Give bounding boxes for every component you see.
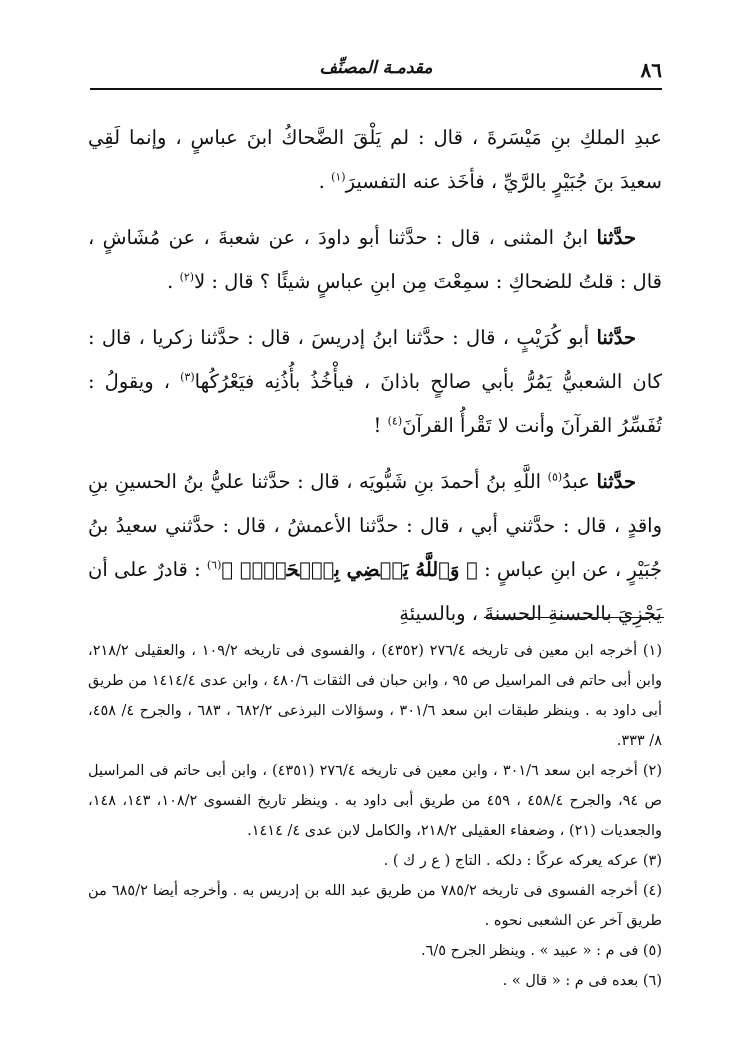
running-title: مقدمـة المصنِّف (319, 58, 433, 78)
quran-quote: ﴿ وَٱللَّهُ يَقۡضِي بِٱلۡحَقِّۖ ﴾ (221, 558, 478, 581)
paragraph-text: عبدِ الملكِ بنِ مَيْسَرةَ ، قال : لم يَلْقَ الضَّحاكُ ابنَ عباسٍ ، وإنما لَقِي سعيدَ بنَ جُبَيْرٍ بالرَّيِّ ، فأخَذ عنه التفسيرَ (88, 126, 662, 193)
paragraph-lead: حدَّثنا (596, 326, 636, 349)
paragraph-text: ابنُ المثنى ، قال : حدَّثنا أبو داودَ ، عن شعبةَ ، عن مُشَاشٍ ، قال : قلتُ للضحاكِ : سمِعْتَ مِن ابنِ عباسٍ شيئًا ؟ قال : لا (88, 226, 662, 293)
footnote-ref[interactable]: (٥) (547, 470, 563, 484)
paragraph-lead: حدَّثنا (596, 226, 636, 249)
paragraph (88, 116, 662, 204)
footnote: (١) أخرجه ابن معين فى تاريخه ٢٧٦/٤ (٤٣٥٢) ، والفسوى فى تاريخه ١٠٩/٢ ، والعقيلى ٢١٨/٢، وابن أبى حاتم فى المراسيل ص ٩٥ ، وابن حبان فى الثقات ٤٨٠/٦ ، وابن عدى ١٤١٤/٤ من طريق أبى داود به . وينظر طبقات ابن سعد ٣٠١/٦ ، وسؤالات البرذعى ٦٨٢/٢ ، ٦٨٣ ، والجرح ٤/ ٤٥٨، ٨/ ٣٣٣. (88, 643, 662, 749)
paragraph-text-continued: اللَّهِ بنُ أحمدَ بنِ شَبُّويَه ، قال : حدَّثنا عليُّ بنُ الحسينِ بنِ واقدٍ ، قال : حدَّثني أبي ، قال : حدَّثنا الأعمشُ ، قال : حدَّثني سعيدُ بنُ جُبَيْرٍ ، عن ابنِ عباسٍ : (88, 470, 663, 581)
footnote-ref[interactable]: (١) (331, 170, 346, 184)
footnote: (٣) عركه يعركه عركًا : دلكه . التاج ( ع ر ك ) . (383, 853, 662, 869)
paragraph-tail: : قادرٌ على أن يَجْزِيَ بالحسنةِ الحسنةَ ، وبالسيئةِ (88, 558, 662, 625)
paragraph-text-continued: ، ويقولُ : تُفَسِّرُ القرآنَ وأنت لا تَقْرأُ القرآنَ (88, 370, 662, 437)
paragraph (88, 216, 662, 304)
footnote: (٤) أخرجه الفسوى فى تاريخه ٧٨٥/٢ من طريق عبد الله بن إدريس به . وأخرجه أيضا ٦٨٥/٢ من طريق آخر عن الشعبى نحوه . (88, 883, 662, 929)
paragraph-text: أبو كُرَيْبٍ ، قال : حدَّثنا ابنُ إدريسَ ، قال : حدَّثنا زكريا ، قال : كان الشعبيُّ يَمُرُّ بأبي صالحٍ باذانَ ، فيأْخُذُ بأُذُنِه فيَعْرُكُها (88, 326, 662, 393)
footnote-ref[interactable]: (٦) (206, 558, 222, 572)
footnote: (٦) بعده فى م : « قال » . (502, 973, 662, 989)
main-text (88, 116, 662, 648)
paragraph-text: عبدُ (562, 470, 597, 493)
paragraph-tail: . (167, 270, 180, 293)
paragraph (88, 460, 662, 636)
paragraph-tail: . (318, 170, 332, 193)
footnote-divider (484, 617, 664, 618)
paragraph-lead: حدَّثنا (596, 470, 636, 493)
footnote-ref[interactable]: (٤) (387, 414, 403, 428)
page-header (90, 58, 662, 90)
page-number: ٨٦ (640, 58, 662, 82)
footnotes (88, 636, 662, 996)
footnote: (٥) فى م : « عبيد » . وينظر الجرح ٦/٥. (420, 943, 662, 959)
footnote-ref[interactable]: (٢) (179, 270, 195, 284)
footnote: (٢) أخرجه ابن سعد ٣٠١/٦ ، وابن معين فى تاريخه ٢٧٦/٤ (٤٣٥١) ، وابن أبى حاتم فى المراسيل ص ٩٤، والجرح ٤٥٨/٤ ، ٤٥٩ من طريق أبى داود به . وينظر تاريخ الفسوى ١٠٨/٢، ١٤٣، ١٤٨، والجعديات (٢١) ، وضعفاء العقيلى ٢١٨/٢، والكامل لابن عدى ٤/ ١٤١٤. (88, 763, 663, 839)
paragraph (88, 316, 662, 448)
footnote-ref[interactable]: (٣) (180, 370, 195, 384)
paragraph-tail: ! (373, 414, 388, 437)
